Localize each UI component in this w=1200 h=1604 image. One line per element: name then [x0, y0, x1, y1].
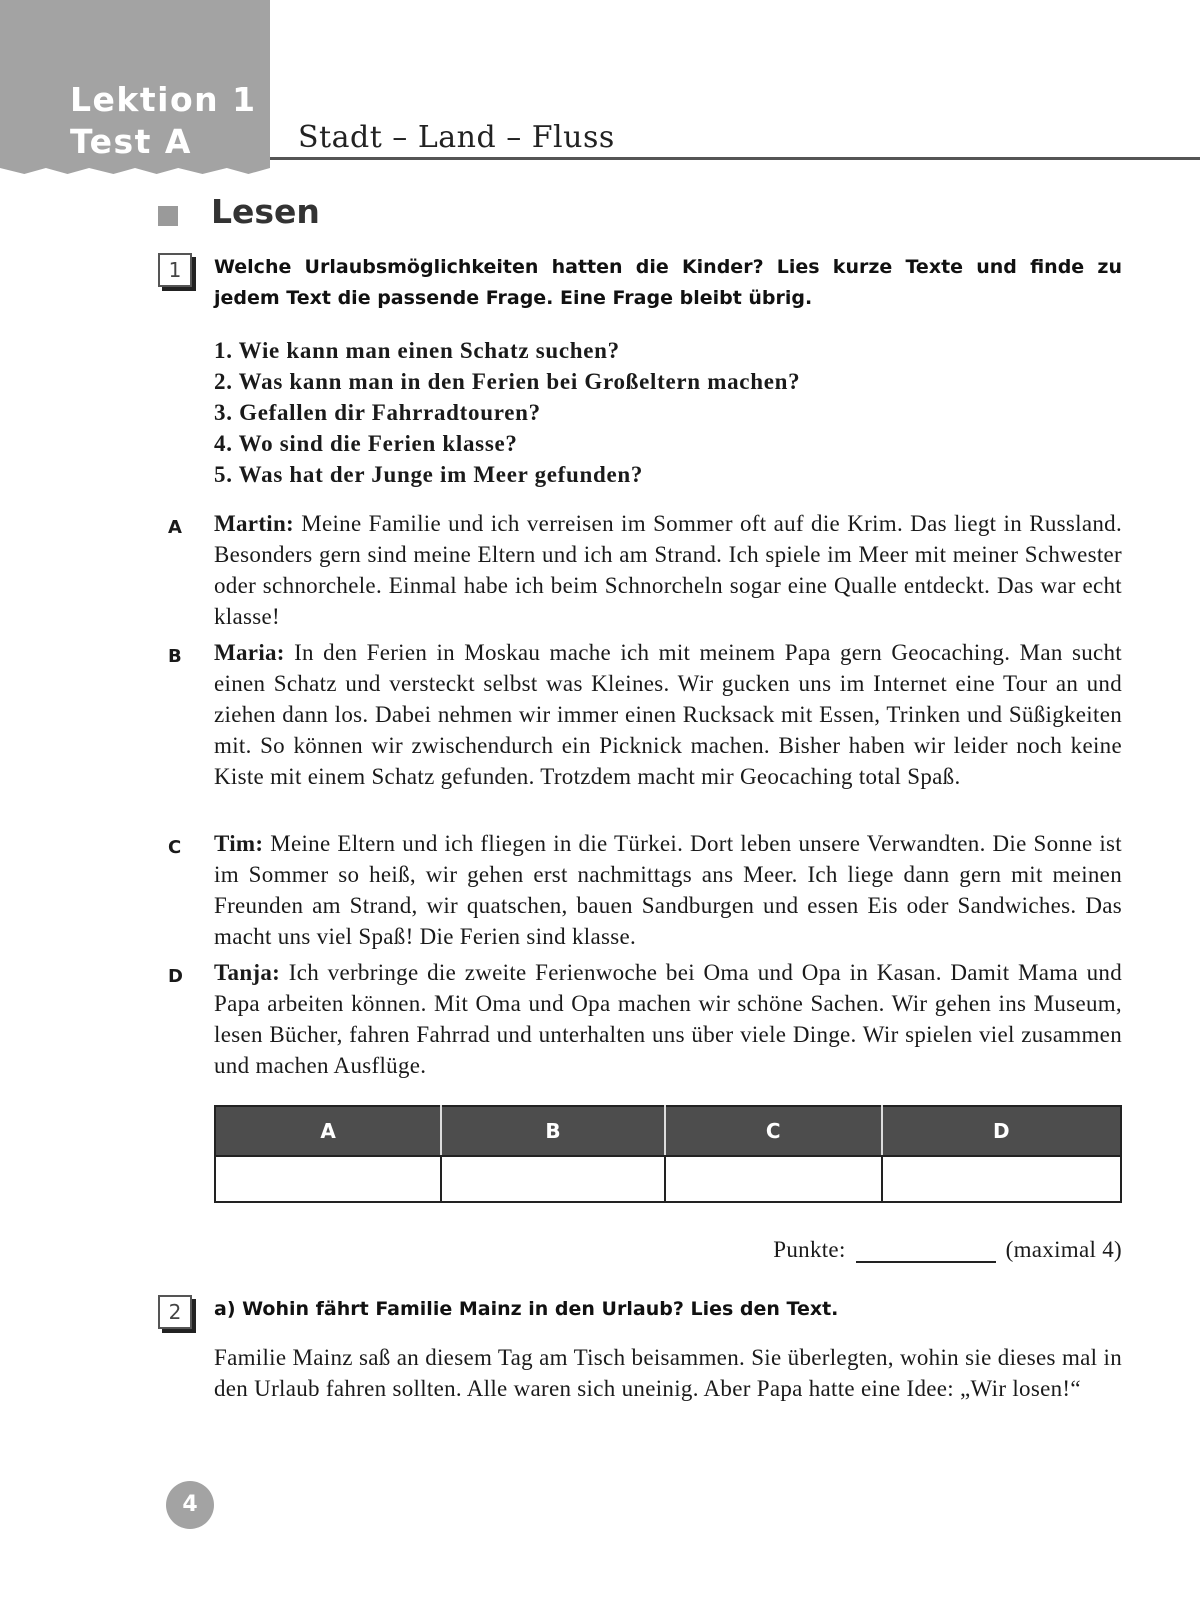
task2-instruction: a) Wohin fährt Familie Mainz in den Urlaub? Lies den Text.	[214, 1298, 839, 1320]
text-body: Meine Familie und ich verreisen im Sommer oft auf die Krim. Das liegt in Russland. Besonders gern sind meine Eltern und ich am Strand. Ich spiele im Meer mit meiner Schwester oder schnorchele. Einmal habe ich beim Schnorcheln sogar eine Qualle entdeckt. Das war echt klasse!	[214, 511, 1122, 629]
score-line-row	[773, 1237, 1122, 1263]
topic-title: Stadt – Land – Fluss	[298, 120, 615, 155]
text-letter-b: B	[168, 646, 182, 667]
question-item: 5. Was hat der Junge im Meer gefunden?	[214, 462, 644, 487]
text-letter-a: A	[168, 517, 182, 538]
speaker-name: Tanja:	[214, 960, 281, 985]
text-body: Meine Eltern und ich fliegen in die Türkei. Dort leben unsere Verwandten. Die Sonne ist im Sommer so heiß, wir gehen erst nachmittags ans Meer. Ich liege dann gern mit meinen Freunden am Strand, wir quatschen, bauen Sandburgen und essen Eis oder Sandwiches. Das macht uns viel Spaß! Die Ferien sind klasse.	[214, 831, 1122, 949]
score-label: Punkte:	[773, 1237, 846, 1262]
text-a	[214, 508, 1122, 632]
question-item: 4. Wo sind die Ferien klasse?	[214, 431, 518, 456]
answer-cell-b[interactable]	[441, 1156, 665, 1202]
score-blank[interactable]	[856, 1241, 996, 1263]
task1-instruction: Welche Urlaubsmöglichkeiten hatten die Kinder? Lies kurze Texte und finde zu jedem Text die passende Frage. Eine Frage bleibt übrig.	[214, 256, 1122, 309]
table-header-a: A	[215, 1106, 441, 1156]
text-c	[214, 828, 1122, 952]
question-item: 3. Gefallen dir Fahrradtouren?	[214, 400, 541, 425]
page-number: 4	[166, 1481, 214, 1529]
task-number-2: 2	[158, 1295, 192, 1329]
task2-text: Familie Mainz saß an diesem Tag am Tisch beisammen. Sie überlegten, wohin sie dieses mal in den Urlaub fahren sollten. Alle waren sich uneinig. Aber Papa hatte eine Idee: „Wir losen!“	[214, 1345, 1122, 1401]
lesson-label: Lektion 1	[70, 80, 257, 119]
speaker-name: Tim:	[214, 831, 264, 856]
speaker-name: Martin:	[214, 511, 295, 536]
table-header-c: C	[665, 1106, 882, 1156]
question-item: 1. Wie kann man einen Schatz suchen?	[214, 338, 620, 363]
text-letter-d: D	[168, 966, 183, 987]
test-label: Test A	[70, 122, 192, 161]
text-letter-c: C	[168, 837, 182, 858]
section-bullet-icon	[158, 206, 178, 226]
answer-table	[214, 1105, 1122, 1203]
speaker-name: Maria:	[214, 640, 285, 665]
question-item: 2. Was kann man in den Ferien bei Großeltern machen?	[214, 369, 801, 394]
table-header-d: D	[882, 1106, 1121, 1156]
question-list	[214, 335, 800, 490]
score-max: (maximal 4)	[1005, 1237, 1122, 1262]
answer-cell-a[interactable]	[215, 1156, 441, 1202]
text-body: In den Ferien in Moskau mache ich mit meinem Papa gern Geocaching. Man sucht einen Schatz und versteckt selbst was Kleines. Wir gucken uns im Internet eine Tour an und ziehen dann los. Dabei nehmen wir immer einen Rucksack mit Essen, Trinken und Süßigkeiten mit. So können wir zwischendurch ein Picknick machen. Bisher haben wir leider noch keine Kiste mit einem Schatz gefunden. Trotzdem macht mir Geocaching total Spaß.	[214, 640, 1122, 789]
answer-cell-c[interactable]	[665, 1156, 882, 1202]
table-header-b: B	[441, 1106, 665, 1156]
text-b	[214, 637, 1122, 792]
text-d	[214, 957, 1122, 1081]
section-title: Lesen	[211, 192, 320, 231]
task-number-1: 1	[158, 253, 192, 287]
answer-cell-d[interactable]	[882, 1156, 1121, 1202]
text-body: Ich verbringe die zweite Ferienwoche bei Oma und Opa in Kasan. Damit Mama und Papa arbeiten können. Mit Oma und Opa machen wir schöne Sachen. Wir gehen ins Museum, lesen Bücher, fahren Fahrrad und unterhalten uns über viele Dinge. Wir spielen viel zusammen und machen Ausflüge.	[214, 960, 1122, 1078]
header-rule	[270, 157, 1200, 160]
